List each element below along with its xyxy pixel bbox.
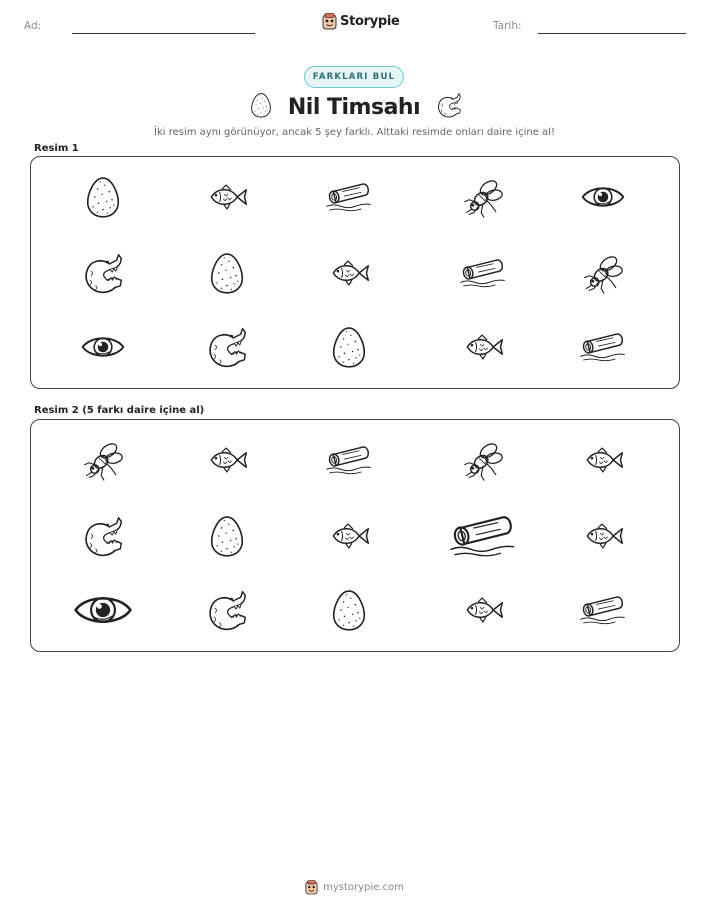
page-title-row	[248, 91, 464, 123]
crocodile-icon[interactable]	[82, 514, 124, 558]
brand-logo	[322, 13, 400, 30]
egg-icon[interactable]	[331, 588, 367, 632]
picture-1-panel	[30, 156, 680, 389]
crocodile-icon[interactable]	[206, 588, 248, 632]
footer	[0, 880, 709, 895]
eye-icon	[580, 182, 626, 212]
fish-icon[interactable]	[580, 446, 626, 474]
date-label: Tarih:	[493, 20, 522, 32]
fish-icon[interactable]	[326, 522, 372, 550]
log-icon[interactable]	[578, 593, 628, 627]
egg-icon[interactable]	[209, 514, 245, 558]
eye-icon	[80, 332, 126, 362]
fly-icon	[461, 175, 505, 219]
fish-icon	[326, 259, 372, 287]
storypie-mascot-icon	[322, 13, 337, 30]
fly-icon[interactable]	[461, 438, 505, 482]
footer-url: mystorypie.com	[323, 882, 404, 893]
crocodile-icon	[206, 325, 248, 369]
page-title: Nil Timsahı	[287, 94, 421, 120]
fish-icon	[460, 333, 506, 361]
storypie-mascot-icon	[305, 880, 318, 895]
egg-icon	[331, 325, 367, 369]
eye-icon[interactable]	[72, 589, 134, 631]
log-icon	[458, 256, 508, 290]
egg-icon	[209, 251, 245, 295]
fish-icon[interactable]	[460, 596, 506, 624]
fish-icon[interactable]	[204, 446, 250, 474]
brand-name: Storypie	[340, 14, 400, 29]
fly-icon[interactable]	[81, 438, 125, 482]
picture-2-label: Resim 2 (5 farkı daire içine al)	[34, 405, 205, 416]
crocodile-icon	[436, 91, 462, 123]
egg-icon	[250, 91, 272, 123]
log-icon[interactable]	[447, 512, 519, 560]
fish-icon	[204, 183, 250, 211]
log-icon	[324, 180, 374, 214]
date-field[interactable]	[538, 33, 686, 34]
name-label: Ad:	[24, 20, 42, 32]
log-icon[interactable]	[324, 443, 374, 477]
picture-2-panel[interactable]	[30, 419, 680, 652]
fish-icon[interactable]	[580, 522, 626, 550]
picture-1-label: Resim 1	[34, 143, 79, 154]
crocodile-icon	[82, 251, 124, 295]
log-icon	[578, 330, 628, 364]
name-field[interactable]	[72, 33, 255, 34]
worksheet-type-badge: FARKLARI BUL	[304, 66, 404, 88]
fly-icon	[581, 251, 625, 295]
egg-icon	[85, 175, 121, 219]
instructions: İki resim aynı görünüyor, ancak 5 şey farklı. Alttaki resimde onları daire içine al!	[154, 127, 555, 138]
